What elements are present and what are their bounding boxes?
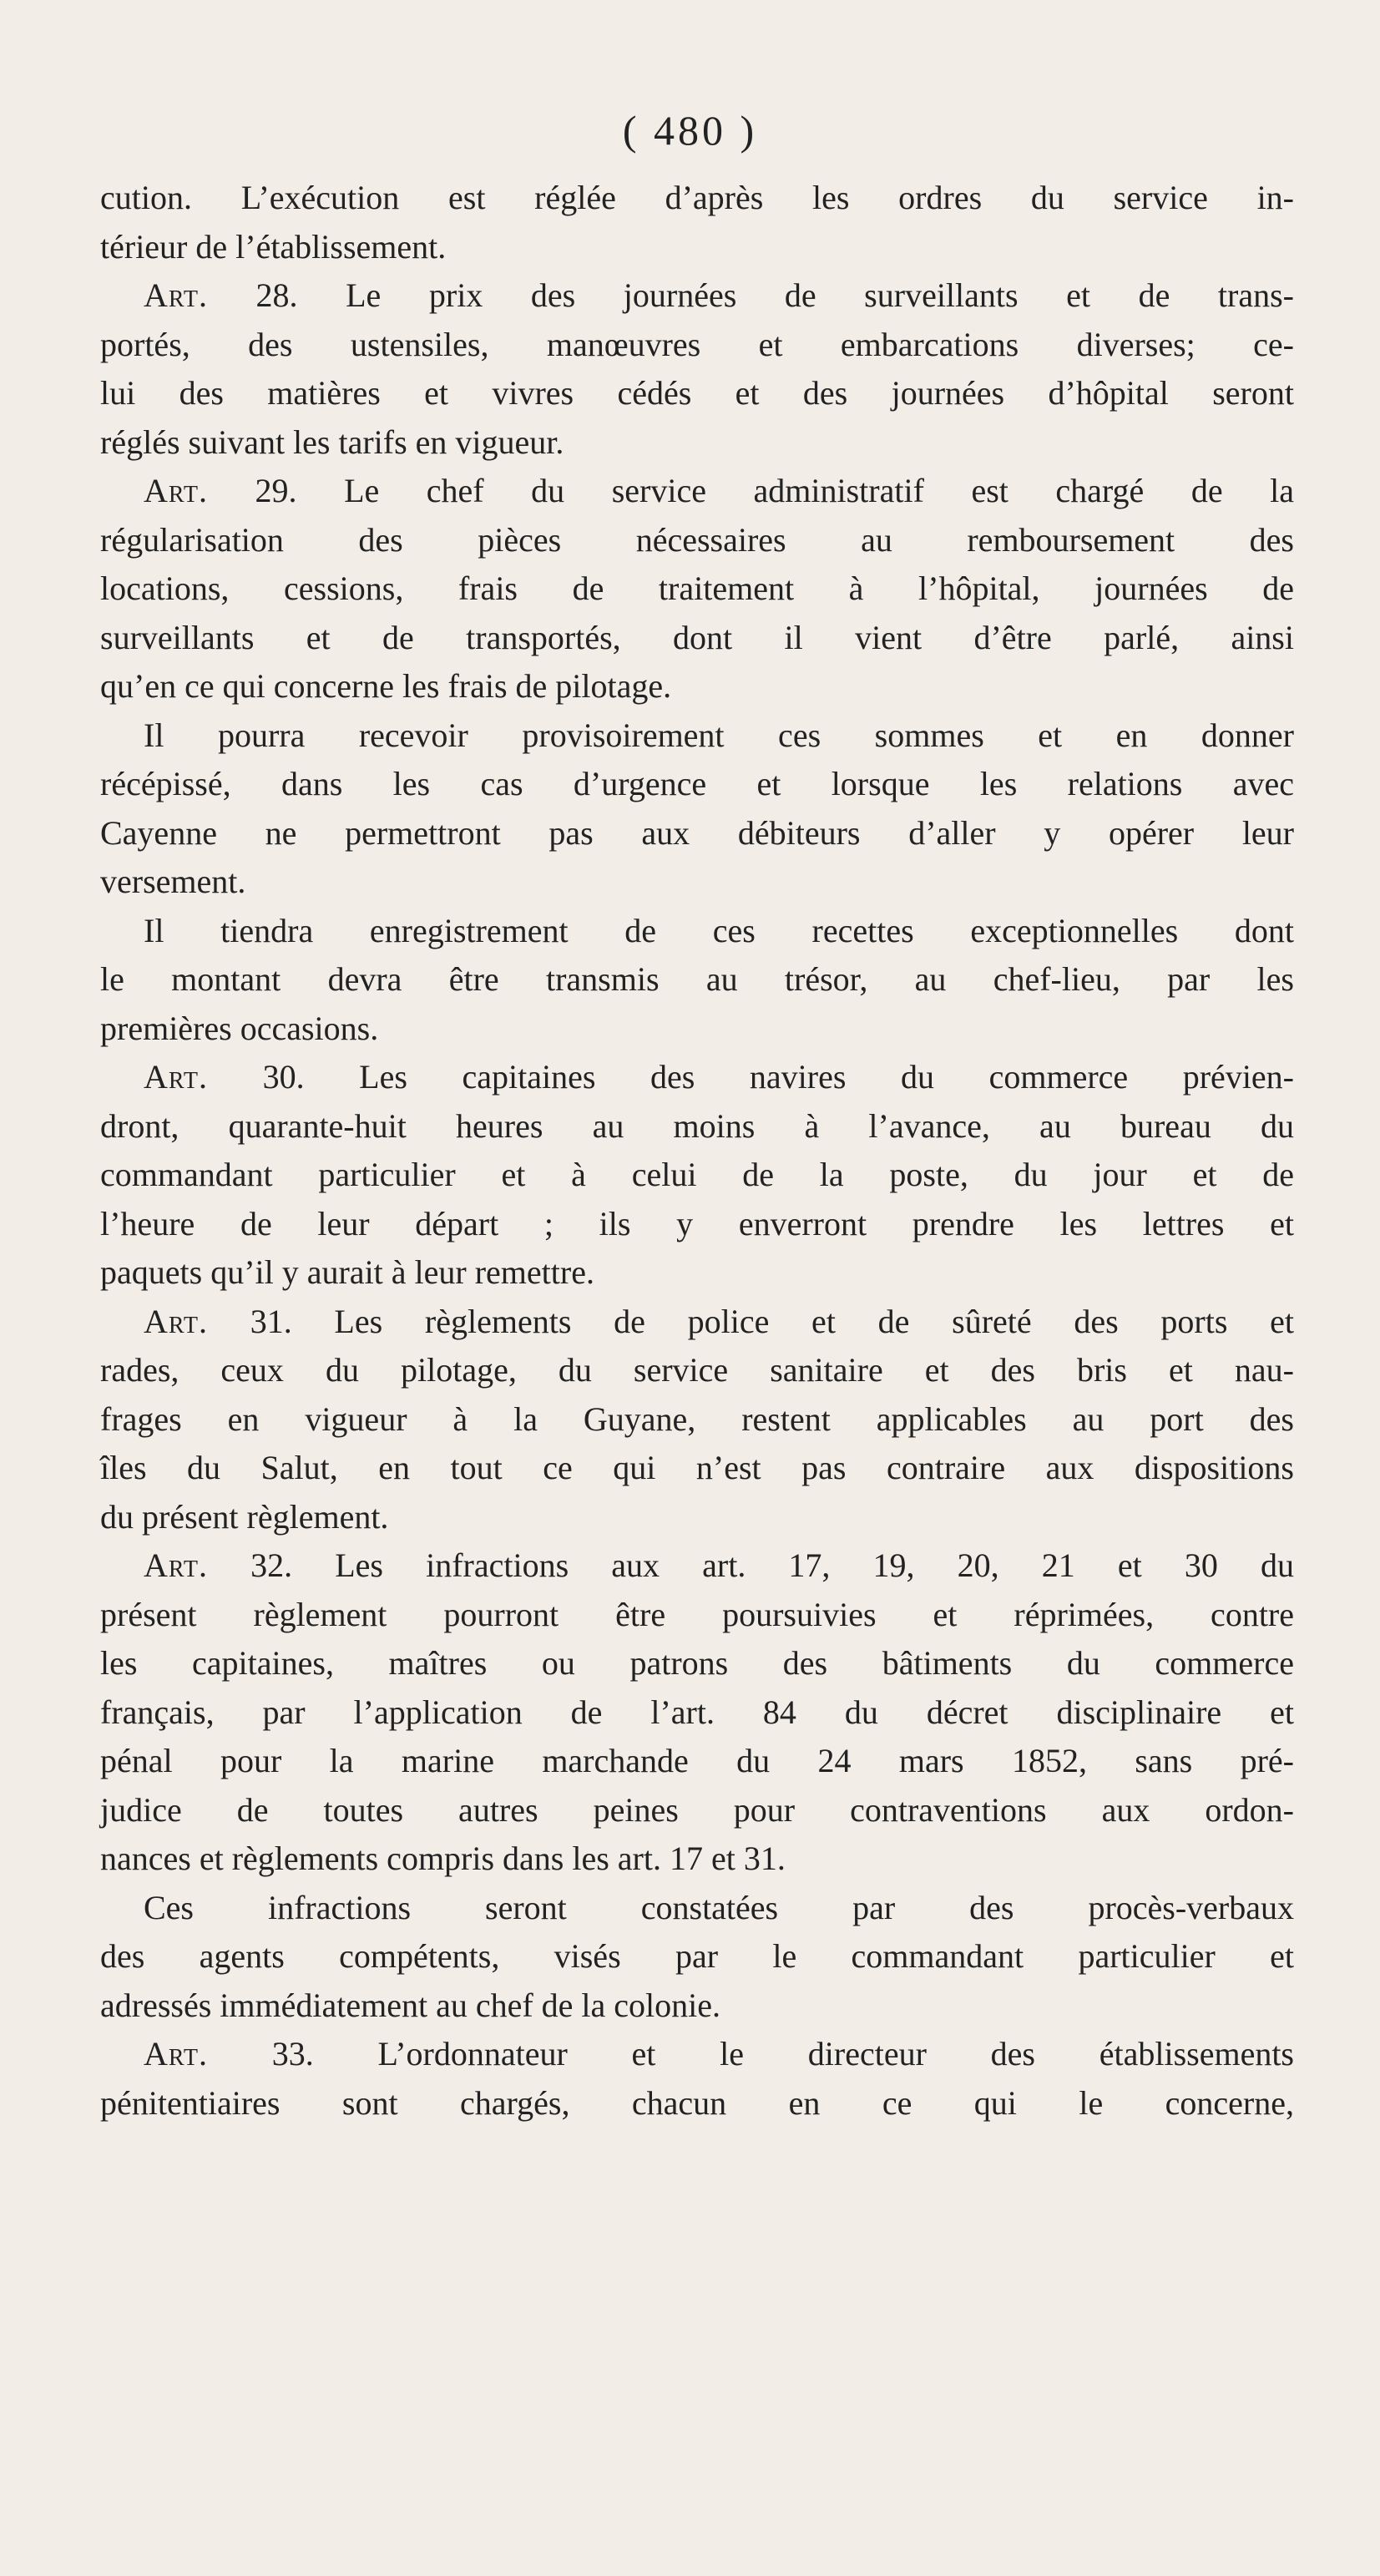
- line-text: 28. Le prix des journées de surveillants et de trans-: [207, 276, 1294, 314]
- text-line: [100, 1541, 1294, 1591]
- article-label: Art.: [144, 2035, 208, 2072]
- line-text: récépissé, dans les cas d’urgence et lorsque les relations avec: [100, 765, 1294, 802]
- page-number: ( 480 ): [622, 107, 758, 154]
- line-text: les capitaines, maîtres ou patrons des bâtiments du commerce: [100, 1644, 1294, 1682]
- line-text: versement.: [100, 863, 246, 900]
- line-text: térieur de l’établissement.: [100, 227, 447, 266]
- line-text: nances et règlements compris dans les art. 17 et 31.: [100, 1840, 786, 1877]
- line-text: paquets qu’il y aurait à leur remettre.: [100, 1253, 594, 1291]
- text-line: [100, 1151, 1294, 1200]
- text-line: [100, 1395, 1294, 1445]
- text-line: [100, 1053, 1294, 1102]
- line-text: le montant devra être transmis au trésor, au chef-lieu, par les: [100, 960, 1294, 998]
- line-text: portés, des ustensiles, manœuvres et embarcations diverses; ce-: [100, 325, 1294, 363]
- text-line: [100, 271, 1294, 321]
- text-line: [100, 564, 1294, 614]
- line-text: rades, ceux du pilotage, du service sanitaire et des bris et nau-: [100, 1351, 1294, 1389]
- line-text: pénitentiaires sont chargés, chacun en ce qui le concerne,: [100, 2083, 1294, 2122]
- line-text: Il tiendra enregistrement de ces recettes exceptionnelles dont: [144, 911, 1294, 949]
- line-text: cution. L’exécution est réglée d’après les ordres du service in-: [100, 179, 1294, 216]
- line-text: régularisation des pièces nécessaires au remboursement des: [100, 520, 1294, 559]
- line-text: lui des matières et vivres cédés et des journées d’hôpital seront: [100, 374, 1294, 412]
- line-text: Il pourra recevoir provisoirement ces sommes et en donner: [144, 716, 1294, 754]
- text-line: [100, 467, 1294, 516]
- line-text: 33. L’ordonnateur et le directeur des établissements: [207, 2035, 1294, 2072]
- text-line: [100, 2079, 1294, 2128]
- text-line: [100, 2030, 1294, 2079]
- text-line: [100, 1298, 1294, 1347]
- line-text: Ces infractions seront constatées par des procès-verbaux: [144, 1888, 1294, 1926]
- line-text: français, par l’application de l’art. 84 du décret disciplinaire et: [100, 1693, 1294, 1731]
- text-line: [100, 711, 1294, 761]
- article-label: Art.: [144, 276, 208, 314]
- article-label: Art.: [144, 472, 208, 509]
- line-text: 30. Les capitaines des navires du commerce prévien-: [207, 1058, 1294, 1096]
- text-line: [100, 955, 1294, 1005]
- text-line: [100, 1493, 1294, 1542]
- text-line: [100, 1737, 1294, 1786]
- text-line: [100, 516, 1294, 565]
- line-text: 32. Les infractions aux art. 17, 19, 20, 21 et 30 du: [207, 1546, 1294, 1584]
- line-text: îles du Salut, en tout ce qui n’est pas contraire aux dispositions: [100, 1449, 1294, 1486]
- text-line: [100, 614, 1294, 663]
- text-line: [100, 907, 1294, 956]
- line-text: premières occasions.: [100, 1009, 379, 1047]
- text-line: [100, 174, 1294, 223]
- text-line: [100, 1786, 1294, 1835]
- line-text: qu’en ce qui concerne les frais de pilotage.: [100, 667, 672, 705]
- text-line: [100, 1005, 1294, 1054]
- text-line: [100, 1639, 1294, 1688]
- text-line: [100, 223, 1294, 272]
- text-line: [100, 1884, 1294, 1933]
- line-text: surveillants et de transportés, dont il vient d’être parlé, ainsi: [100, 618, 1294, 656]
- line-text: Cayenne ne permettront pas aux débiteurs d’aller y opérer leur: [100, 813, 1294, 852]
- text-line: [100, 1688, 1294, 1738]
- article-label: Art.: [144, 1058, 208, 1096]
- text-line: [100, 1981, 1294, 2031]
- line-text: réglés suivant les tarifs en vigueur.: [100, 423, 564, 461]
- line-text: commandant particulier et à celui de la poste, du jour et de: [100, 1156, 1294, 1193]
- text-line: [100, 418, 1294, 468]
- text-line: [100, 1591, 1294, 1640]
- text-line: [100, 1102, 1294, 1151]
- text-line: [100, 1932, 1294, 1981]
- line-text: frages en vigueur à la Guyane, restent applicables au port des: [100, 1399, 1294, 1438]
- text-line: [100, 321, 1294, 370]
- text-line: [100, 1200, 1294, 1249]
- article-label: Art.: [144, 1546, 208, 1584]
- line-text: l’heure de leur départ ; ils y enverront prendre les lettres et: [100, 1204, 1294, 1242]
- line-text: du présent règlement.: [100, 1497, 389, 1536]
- text-line: [100, 1248, 1294, 1298]
- line-text: présent règlement pourront être poursuivies et réprimées, contre: [100, 1595, 1294, 1633]
- text-line: [100, 760, 1294, 809]
- text-line: [100, 809, 1294, 858]
- line-text: 29. Le chef du service administratif est chargé de la: [207, 472, 1294, 509]
- text-line: [100, 369, 1294, 418]
- text-line: [100, 1444, 1294, 1493]
- text-line: [100, 858, 1294, 907]
- article-label: Art.: [144, 1302, 208, 1340]
- text-line: [100, 662, 1294, 711]
- text-line: [100, 1835, 1294, 1884]
- text-line: [100, 1346, 1294, 1395]
- line-text: des agents compétents, visés par le commandant particulier et: [100, 1937, 1294, 1975]
- line-text: locations, cessions, frais de traitement à l’hôpital, journées de: [100, 569, 1294, 607]
- line-text: judice de toutes autres peines pour contraventions aux ordon-: [100, 1790, 1294, 1829]
- line-text: adressés immédiatement au chef de la colonie.: [100, 1986, 721, 2024]
- line-text: dront, quarante-huit heures au moins à l’avance, au bureau du: [100, 1106, 1294, 1145]
- body-text: [100, 174, 1294, 2128]
- line-text: 31. Les règlements de police et de sûreté des ports et: [207, 1302, 1294, 1340]
- line-text: pénal pour la marine marchande du 24 mars 1852, sans pré-: [100, 1742, 1294, 1779]
